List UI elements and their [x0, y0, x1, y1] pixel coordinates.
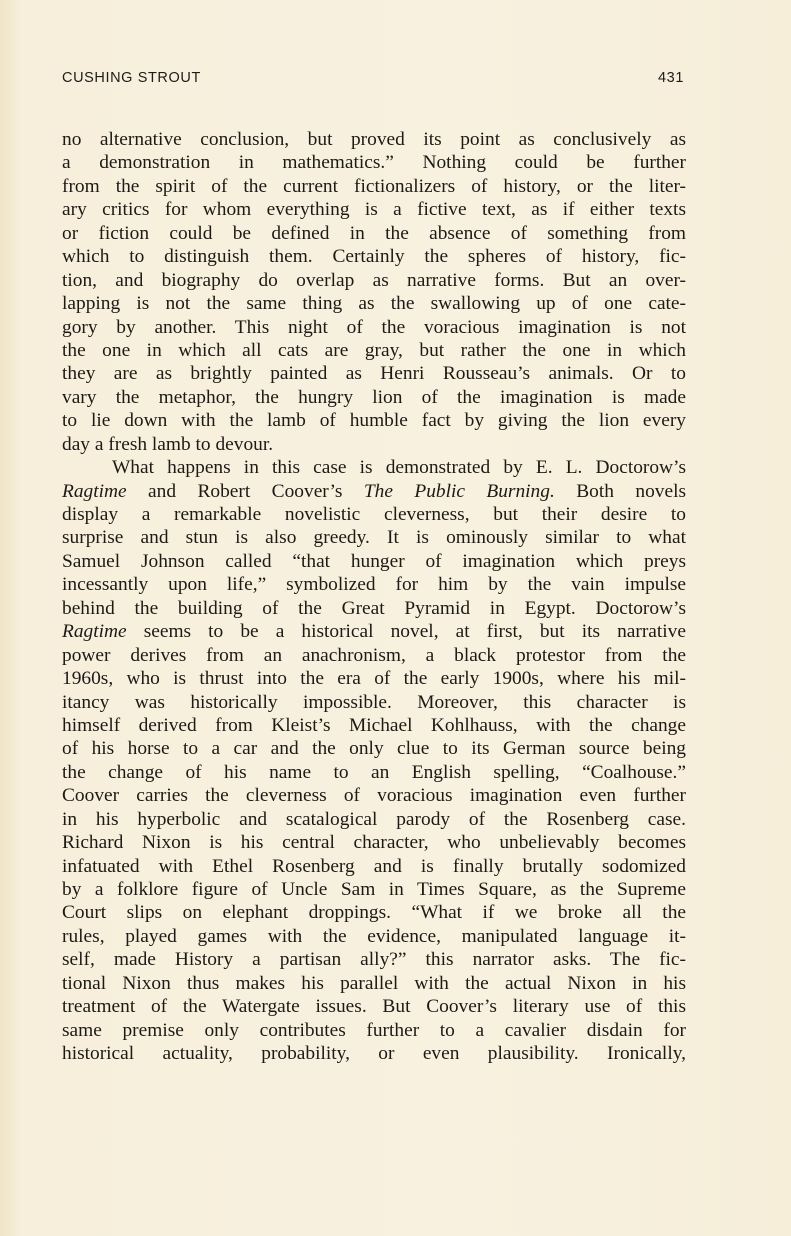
text-line: historical actuality, probability, or even plausibility. Ironically,	[62, 1043, 686, 1065]
text-line: incessantly upon life,” symbolized for him by the vain impulse	[62, 574, 686, 596]
text-line: of his horse to a car and the only clue to its German source being	[62, 738, 686, 760]
text-line: tional Nixon thus makes his parallel with the actual Nixon in his	[62, 972, 686, 994]
text-line: self, made History a partisan ally?” this narrator asks. The fic-	[62, 949, 686, 971]
text-line: Ragtime and Robert Coover’s The Public Burning. Both novels	[62, 480, 686, 502]
text-line: vary the metaphor, the hungry lion of the imagination is made	[62, 386, 686, 408]
text-line: the one in which all cats are gray, but rather the one in which	[62, 339, 686, 361]
page-number: 431	[658, 70, 684, 86]
text-line: treatment of the Watergate issues. But Coover’s literary use of this	[62, 996, 686, 1018]
text-line: Ragtime seems to be a historical novel, at first, but its narrative	[62, 621, 686, 643]
text-line: no alternative conclusion, but proved its point as conclusively as	[62, 129, 686, 150]
text-line: Richard Nixon is his central character, who unbelievably becomes	[62, 832, 686, 854]
text-line: rules, played games with the evidence, manipulated language it-	[62, 925, 686, 947]
text-line: itancy was historically impossible. Moreover, this character is	[62, 691, 686, 713]
text-line: same premise only contributes further to a cavalier disdain for	[62, 1019, 686, 1041]
italic-title: Ragtime	[62, 621, 127, 643]
text-line: Coover carries the cleverness of voracious imagination even further	[62, 785, 686, 807]
text-line: in his hyperbolic and scatalogical parody of the Rosenberg case.	[62, 808, 686, 830]
text-line: tion, and biography do overlap as narrative forms. But an over-	[62, 269, 686, 291]
text-line: 1960s, who is thrust into the era of the early 1900s, where his mil-	[62, 668, 686, 690]
text-line: they are as brightly painted as Henri Rousseau’s animals. Or to	[62, 363, 686, 385]
running-head-author: CUSHING STROUT	[62, 70, 201, 86]
text-line: by a folklore figure of Uncle Sam in Times Square, as the Supreme	[62, 879, 686, 900]
text-line: to lie down with the lamb of humble fact by giving the lion every	[62, 410, 686, 432]
text-line: which to distinguish them. Certainly the spheres of history, fic-	[62, 246, 686, 268]
text-line: behind the building of the Great Pyramid in Egypt. Doctorow’s	[62, 597, 686, 619]
text-line: surprise and stun is also greedy. It is ominously similar to what	[62, 527, 686, 549]
text-line: day a fresh lamb to devour.	[62, 433, 274, 455]
text-line: the change of his name to an English spelling, “Coalhouse.”	[62, 761, 686, 783]
text-line: a demonstration in mathematics.” Nothing could be further	[62, 152, 686, 174]
italic-title: Ragtime	[62, 480, 127, 502]
running-header	[62, 70, 684, 92]
text-line: or fiction could be defined in the absence of something from	[62, 222, 686, 244]
text-line: from the spirit of the current fictionalizers of history, or the liter-	[62, 175, 686, 197]
text-line: ary critics for whom everything is a fictive text, as if either texts	[62, 199, 686, 221]
italic-title: The Public Burning.	[363, 480, 555, 502]
text-line: What happens in this case is demonstrated by E. L. Doctorow’s	[112, 457, 686, 479]
text-line: himself derived from Kleist’s Michael Kohlhauss, with the change	[62, 714, 686, 736]
text-line: power derives from an anachronism, a black protestor from the	[62, 644, 686, 666]
text-line: Samuel Johnson called “that hunger of imagination which preys	[62, 550, 686, 572]
text-line: infatuated with Ethel Rosenberg and is finally brutally sodomized	[62, 855, 686, 877]
body-text	[62, 128, 686, 1066]
text-line: Court slips on elephant droppings. “What if we broke all the	[62, 902, 686, 924]
text-line: lapping is not the same thing as the swallowing up of one cate-	[62, 293, 686, 315]
text-line: gory by another. This night of the voracious imagination is not	[62, 316, 686, 338]
text-line: display a remarkable novelistic cleverness, but their desire to	[62, 504, 686, 525]
